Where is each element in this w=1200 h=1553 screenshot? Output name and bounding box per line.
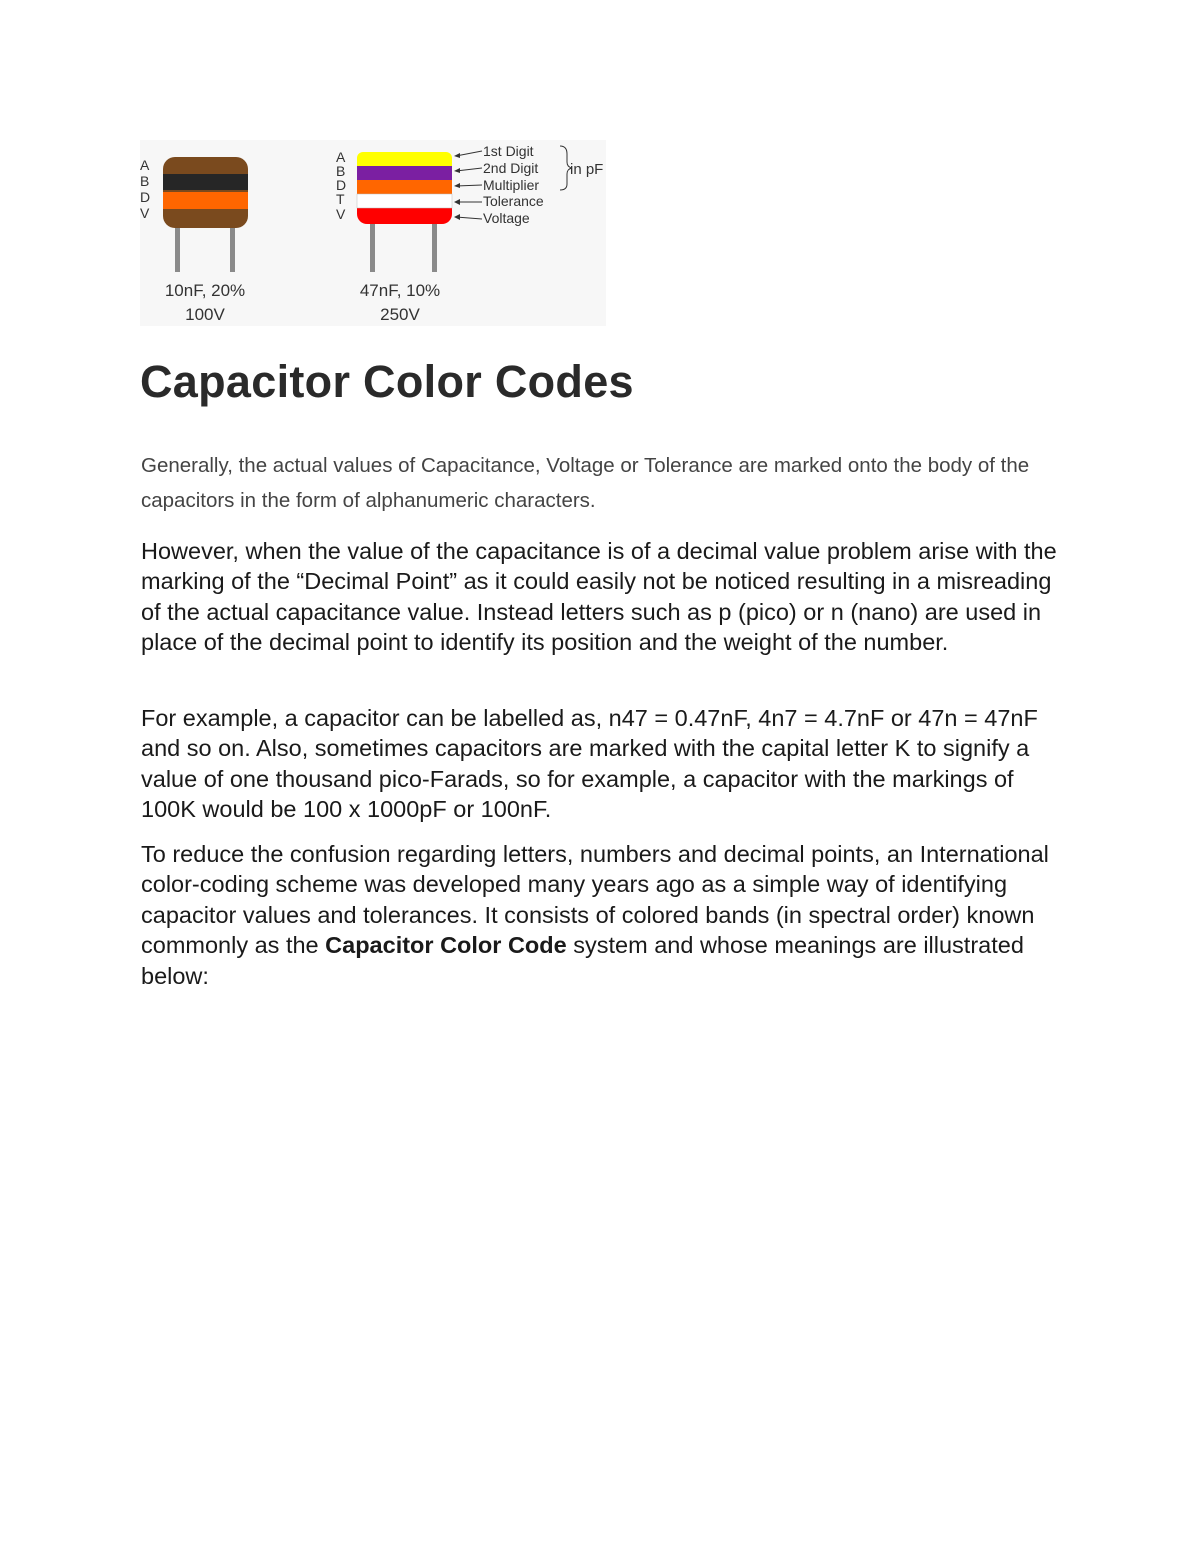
left-lead-2 <box>230 226 235 272</box>
left-band-2 <box>163 174 248 190</box>
arrowhead-voltage <box>454 214 460 220</box>
right-caption-value: 47nF, 10% <box>359 281 441 300</box>
left-letter-d: D <box>140 189 151 205</box>
right-letter-a: A <box>336 149 346 165</box>
label-tolerance: Tolerance <box>483 193 544 209</box>
capacitor-diagram <box>140 140 606 326</box>
left-letter-a: A <box>140 157 150 173</box>
page-title: Capacitor Color Codes <box>140 356 634 407</box>
right-letter-t: T <box>336 191 345 207</box>
paragraph-example: For example, a capacitor can be labelled as, n47 = 0.47nF, 4n7 = 4.7nF or 47n = 47nF and so on. Also, sometimes capacitors are marked with the capital letter K to signify a value of one thousand pico-Farads, so for example, a capacitor with the markings of 100K would be 100 x 1000pF or 100nF. <box>141 705 1038 823</box>
left-lead-1 <box>175 226 180 272</box>
capacitor-color-code-term: Capacitor Color Code <box>325 932 567 959</box>
label-multiplier: Multiplier <box>483 177 540 193</box>
arrowhead-multiplier <box>454 183 460 188</box>
right-band-2 <box>357 166 452 180</box>
capacitor-diagram-svg <box>140 140 606 326</box>
paragraph-color-code <box>141 839 1066 991</box>
right-band-3 <box>357 180 452 194</box>
left-letter-v: V <box>140 205 150 221</box>
right-band-4 <box>357 194 452 208</box>
left-band-3 <box>163 192 248 209</box>
label-1st-digit: 1st Digit <box>483 143 534 159</box>
label-voltage: Voltage <box>483 210 530 226</box>
right-caption-voltage: 250V <box>380 305 420 324</box>
left-caption-value: 10nF, 20% <box>164 281 246 300</box>
right-lead-2 <box>432 220 437 272</box>
right-capacitor <box>336 149 452 324</box>
right-letter-v: V <box>336 206 346 222</box>
left-capacitor <box>140 157 248 324</box>
left-caption-voltage: 100V <box>185 305 225 324</box>
right-letter-d: D <box>336 177 347 193</box>
label-in-pf: in pF <box>570 161 604 178</box>
paragraph-color-code-end: system and whose meanings are illustrated below: <box>141 932 1024 989</box>
right-band-1-fill <box>357 160 452 166</box>
band-labels <box>454 143 603 226</box>
paragraph-decimal-point: However, when the value of the capacitance is of a decimal value problem arise with the marking of the “Decimal Point” as it could easily not be noticed resulting in a misreading of the actual capacitance value. Instead letters such as p (pico) or n (nano) are used in place of the decimal point to identify its position and the weight of the number. <box>141 538 1057 656</box>
label-2nd-digit: 2nd Digit <box>483 160 539 176</box>
arrowhead-1st-digit <box>454 153 460 158</box>
intro-paragraph: Generally, the actual values of Capacitance, Voltage or Tolerance are marked onto the body of the capacitors in the form of alphanumeric characters. <box>141 454 1030 512</box>
paragraph-color-code-text: To reduce the confusion regarding letters, numbers and decimal points, an International color-coding scheme was developed many years ago as a simple way of identifying capacitor values and tolerances. It consists of colored bands (in spectral order) known commonly as the <box>141 841 1049 959</box>
right-lead-1 <box>370 220 375 272</box>
arrowhead-2nd-digit <box>454 168 460 173</box>
arrowhead-tolerance <box>454 199 460 205</box>
left-letter-b: B <box>140 173 150 189</box>
right-letter-b: B <box>336 163 346 179</box>
